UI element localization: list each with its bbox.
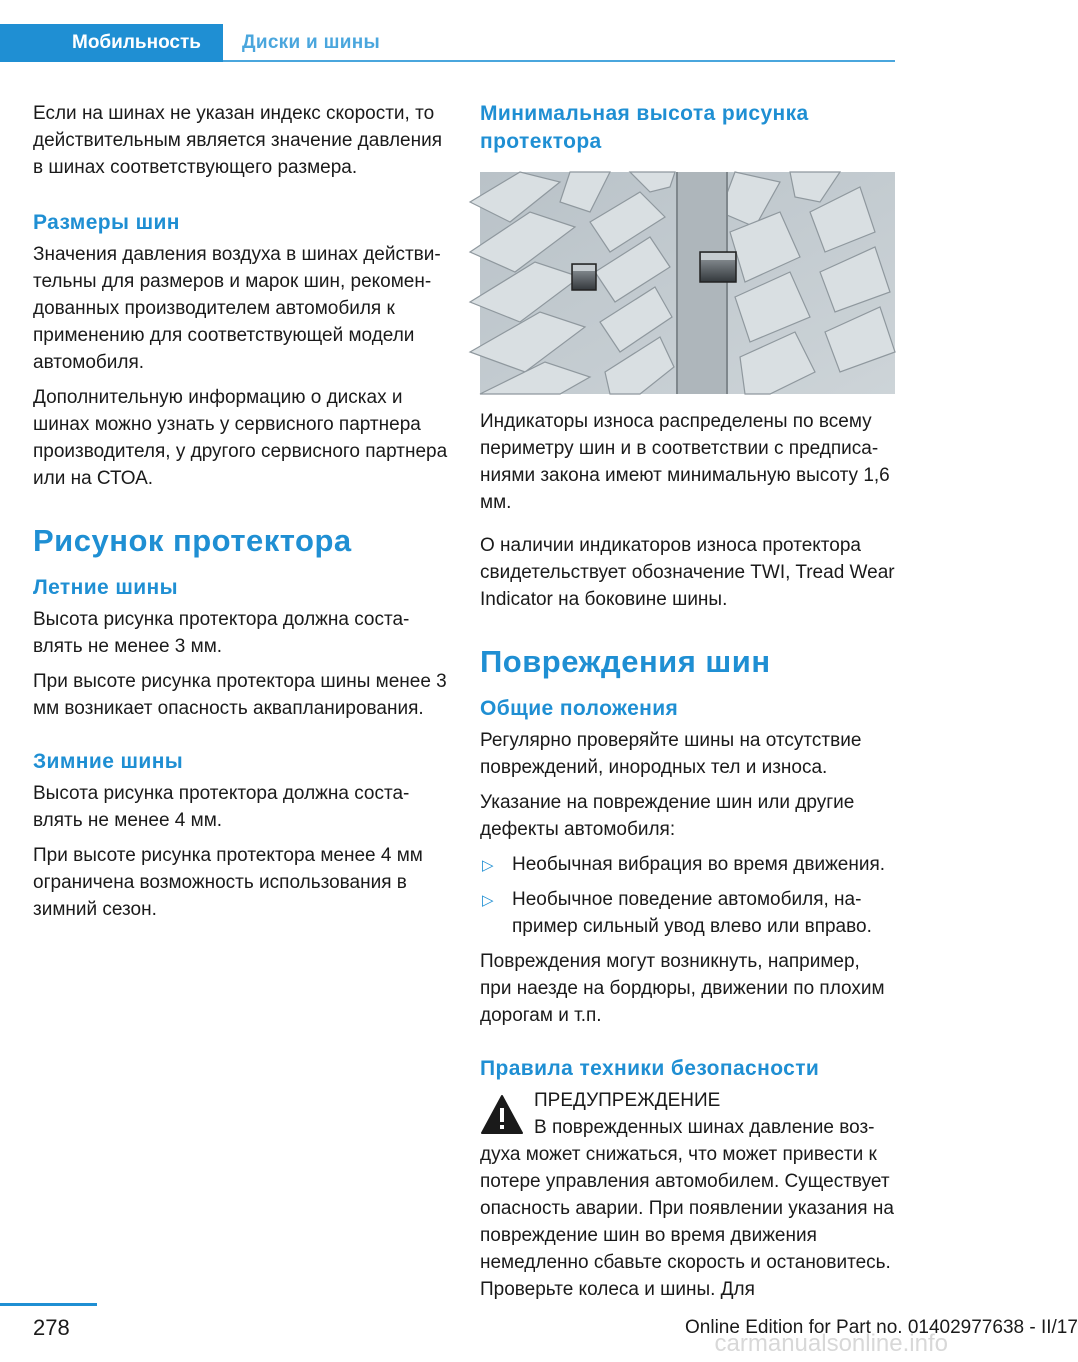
damage-signs-list xyxy=(480,851,895,940)
list-item: ▷ Необычная вибрация во время движения. xyxy=(480,851,895,878)
general-paragraph-2: Указание на повреждение шин или другие дефекты автомобиля: xyxy=(480,792,855,840)
general-paragraph-3: Повреждения могут возникнуть, например, при наезде на бордюры, движении по плохим дорогам и т.п. xyxy=(480,951,885,1026)
edition-info: Online Edition for Part no. 01402977638 - II/17 xyxy=(685,1317,1078,1338)
tire-sizes-paragraph-2: Дополнительную информацию о дисках и шинах можно узнать у сервисного партнера производителя, у другого сервисного партнера или на СТОА. xyxy=(33,387,448,489)
tire-sizes-paragraph-1: Значения давления воздуха в шинах действительны для размеров и марок шин, рекомендованных производителем автомобиля к применению для соответствующей модели автомобиля. xyxy=(33,244,441,373)
winter-paragraph-1: Высота рисунка протектора должна составлять не менее 4 мм. xyxy=(33,783,410,831)
heading-tire-sizes: Размеры шин xyxy=(33,211,180,234)
heading-winter-tires: Зимние шины xyxy=(33,750,184,773)
footer-divider xyxy=(0,1303,97,1306)
tread-wear-indicator-illustration xyxy=(480,172,895,394)
left-column xyxy=(33,100,448,931)
heading-tire-damage: Повреждения шин xyxy=(480,644,771,679)
min-tread-paragraph-1: Индикаторы износа распределены по всему периметру шин и в соответствии с предписаниями закона имеют минимальную высоту 1,6 мм. xyxy=(480,411,890,513)
triangle-bullet-icon: ▷ xyxy=(482,857,494,874)
right-column xyxy=(480,100,895,1303)
heading-min-tread: Минимальная высота рисунка протектора xyxy=(480,102,809,153)
page-number: 278 xyxy=(33,1315,70,1340)
warning-block xyxy=(480,1087,895,1303)
warning-text: В поврежденных шинах давление воздуха может снижаться, что может привести к потере управления автомобилем. Существует опасность аварии. При появлении указания на повреждение шин во время движения немедленно сбавьте скорость и остановитесь. Проверьте колеса и шины. Для xyxy=(480,1117,894,1300)
triangle-bullet-icon: ▷ xyxy=(482,892,494,909)
page-header xyxy=(0,24,895,62)
heading-safety-rules: Правила техники безопасности xyxy=(480,1057,820,1080)
min-tread-paragraph-2: О наличии индикаторов износа протектора свидетельствует обозначение TWI, Tread Wear Indicator на боковине шины. xyxy=(480,535,895,610)
general-paragraph-1: Регулярно проверяйте шины на отсутствие повреждений, инородных тел и износа. xyxy=(480,730,862,778)
header-divider xyxy=(223,60,895,62)
warning-triangle-icon xyxy=(480,1093,524,1137)
summer-paragraph-2: При высоте рисунка протектора шины менее 3 мм возникает опасность аквапланирования. xyxy=(33,671,447,719)
list-item: ▷ Необычное поведение автомобиля, например сильный увод влево или вправо. xyxy=(482,889,872,937)
heading-tread: Рисунок протектора xyxy=(33,523,352,558)
intro-paragraph: Если на шинах не указан индекс скорости, то действительным является значение давления в шинах соответствующего размера. xyxy=(33,103,443,178)
heading-summer-tires: Летние шины xyxy=(33,576,178,599)
watermark: carmanualsonline.info xyxy=(714,1330,948,1357)
heading-general: Общие положения xyxy=(480,697,679,720)
section-tab: Мобильность xyxy=(0,24,223,62)
winter-paragraph-2: При высоте рисунка протектора менее 4 мм ограничена возможность использования в зимний сезон. xyxy=(33,845,423,920)
summer-paragraph-1: Высота рисунка протектора должна составлять не менее 3 мм. xyxy=(33,609,410,657)
subsection-tab: Диски и шины xyxy=(242,32,381,53)
warning-title: ПРЕДУПРЕЖДЕНИЕ xyxy=(534,1090,721,1111)
